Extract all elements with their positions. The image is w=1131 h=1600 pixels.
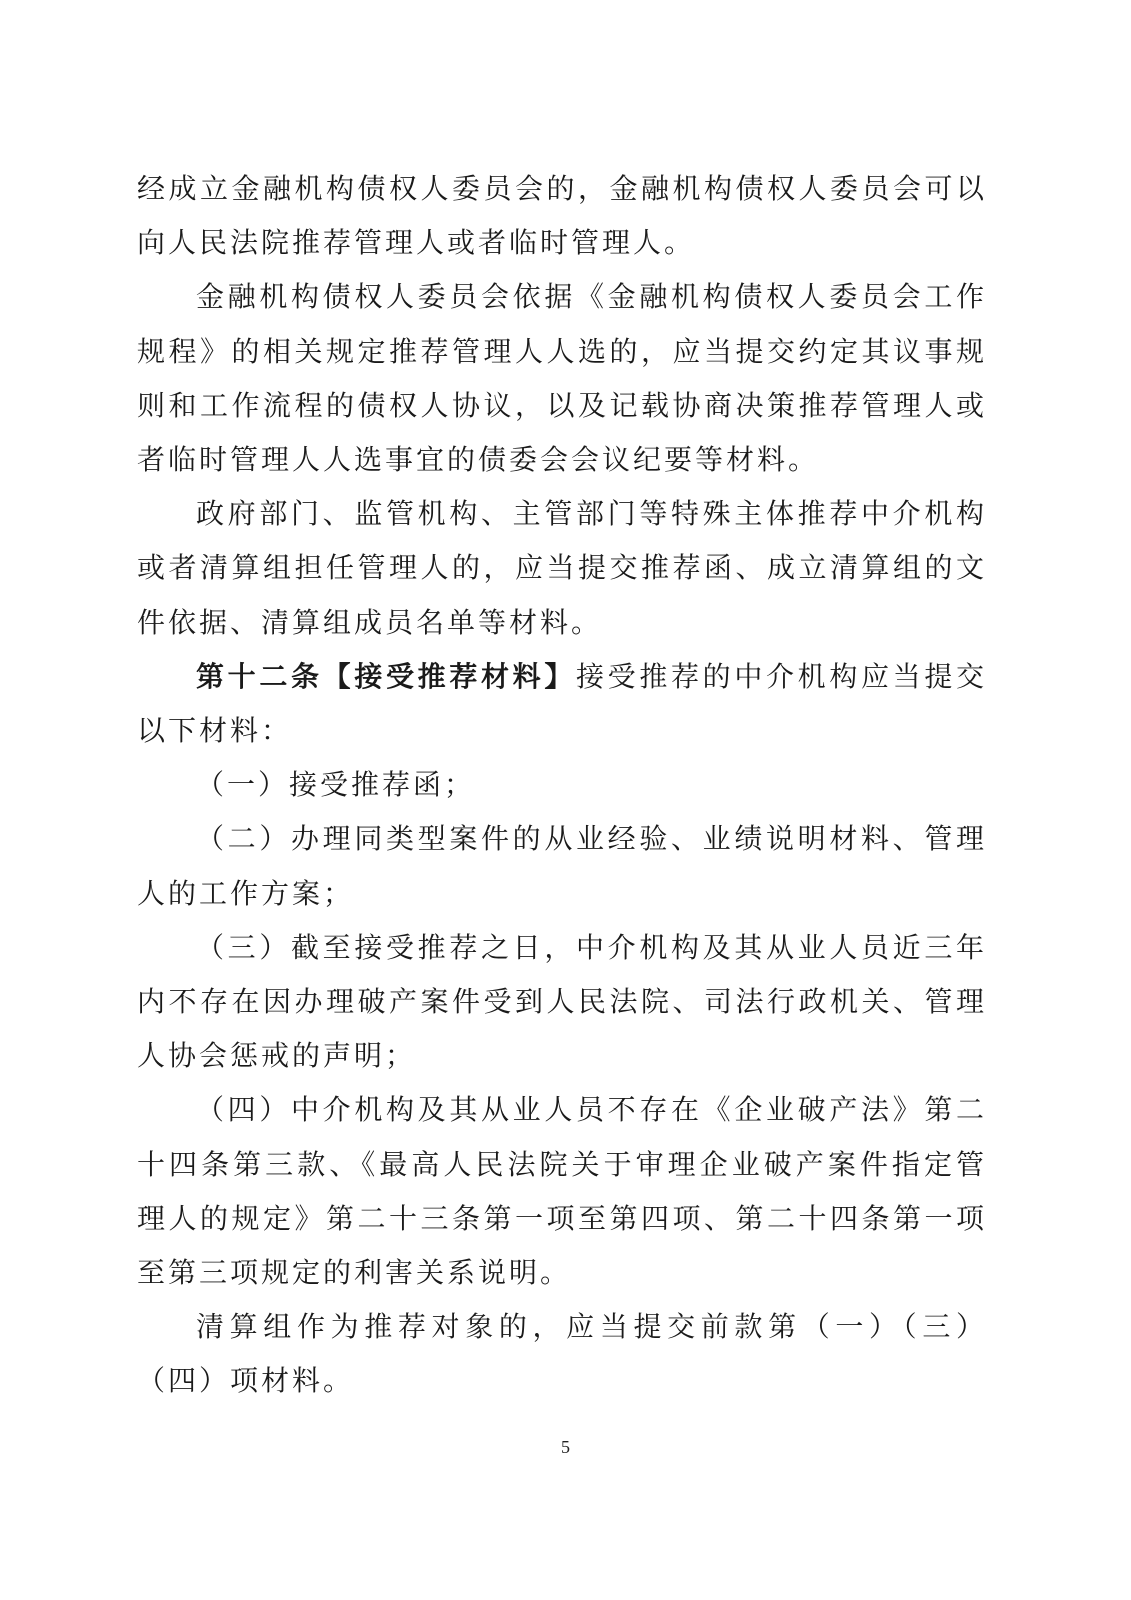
- article-12-heading: 第十二条【接受推荐材料】: [196, 659, 576, 693]
- page-number: 5: [561, 1437, 570, 1457]
- article-12: [137, 650, 987, 758]
- paragraph-special-subjects: 政府部门、监管机构、主管部门等特殊主体推荐中介机构或者清算组担任管理人的，应当提交推荐函、成立清算组的文件依据、清算组成员名单等材料。: [137, 497, 987, 639]
- list-item-2: （二）办理同类型案件的从业经验、业绩说明材料、管理人的工作方案；: [137, 822, 987, 910]
- paragraph-creditor-committee: 金融机构债权人委员会依据《金融机构债权人委员会工作规程》的相关规定推荐管理人人选的，应当提交约定其议事规则和工作流程的债权人协议，以及记载协商决策推荐管理人或者临时管理人人选事宜的债委会会议纪要等材料。: [137, 280, 987, 477]
- paragraph-continuation: 经成立金融机构债权人委员会的，金融机构债权人委员会可以向人民法院推荐管理人或者临时管理人。: [137, 172, 987, 260]
- list-item-1: （一）接受推荐函；: [196, 768, 476, 802]
- paragraph-liquidation-group: 清算组作为推荐对象的，应当提交前款第（一）（三）（四）项材料。: [137, 1310, 987, 1398]
- list-item-3: （三）截至接受推荐之日，中介机构及其从业人员近三年内不存在因办理破产案件受到人民法院、司法行政机关、管理人协会惩戒的声明；: [137, 930, 987, 1073]
- list-item-4: （四）中介机构及其从业人员不存在《企业破产法》第二十四条第三款、《最高人民法院关于审理企业破产案件指定管理人的规定》第二十三条第一项至第四项、第二十四条第一项至第三项规定的利害关系说明。: [137, 1093, 987, 1290]
- article-12-body: 接受推荐的中介机构应当提交以下材料：: [137, 659, 987, 748]
- document-body: [137, 162, 987, 1409]
